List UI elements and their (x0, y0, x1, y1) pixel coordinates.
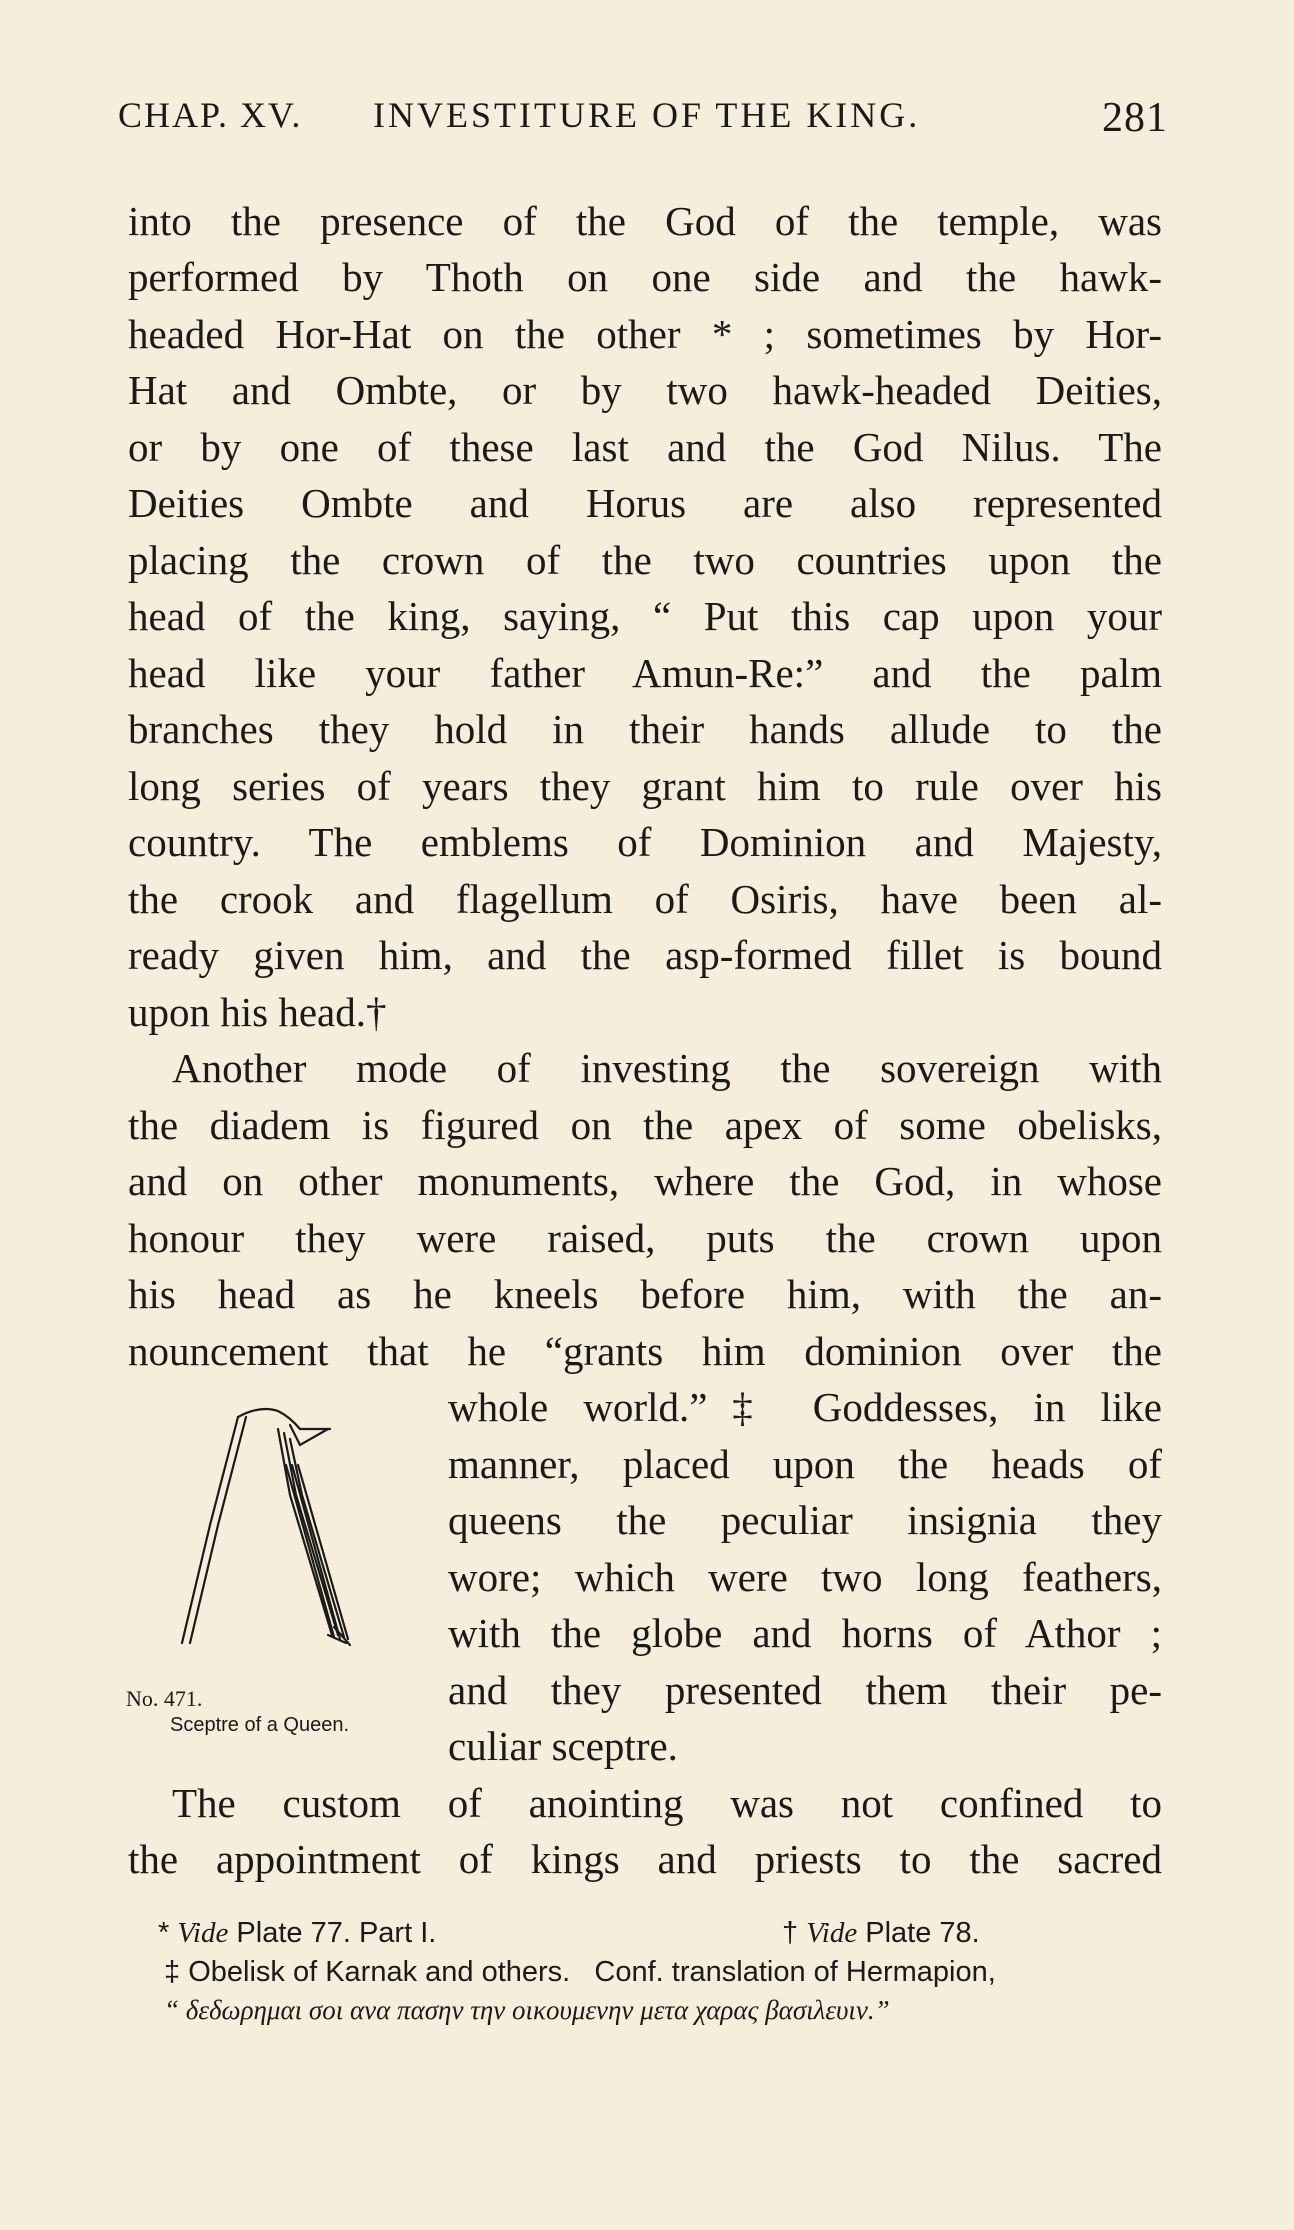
body-line: Another mode of investing the sovereign with (172, 1045, 1162, 1091)
body-line: wore; which were two long feathers, (448, 1554, 1162, 1600)
footnote-dagger (782, 1914, 980, 1952)
body-line: the appointment of kings and priests to the sacred (128, 1836, 1162, 1882)
body-line: upon his head.† (128, 989, 387, 1035)
footnote-double-dagger (164, 1953, 996, 1991)
body-line: the diadem is figured on the apex of some obelisks, (128, 1102, 1162, 1148)
body-line: headed Hor-Hat on the other * ; sometimes by Hor- (128, 311, 1162, 357)
footnote-vide: Vide (177, 1917, 229, 1949)
body-line: or by one of these last and the God Nilus. The (128, 424, 1162, 470)
body-line: country. The emblems of Dominion and Majesty, (128, 819, 1162, 865)
footnote-mark: * (158, 1917, 170, 1949)
body-line: ready given him, and the asp-formed fillet is bound (128, 932, 1162, 978)
footnote-star (158, 1914, 436, 1952)
footnote-greek-quotation: “ δεδωρημαι σοι ανα πασην την οικουμενην μετα χαρας βασιλευιν.” (164, 1995, 890, 2025)
body-line: and on other monuments, where the God, in whose (128, 1158, 1162, 1204)
body-line: long series of years they grant him to rule over his (128, 763, 1162, 809)
footnote-vide: Vide (806, 1917, 858, 1949)
figure-caption: Sceptre of a Queen. (170, 1714, 350, 1736)
body-line: placing the crown of the two countries upon the (128, 537, 1162, 583)
body-line: nouncement that he “grants him dominion over the (128, 1328, 1162, 1374)
figure-number: No. 471. (126, 1686, 203, 1711)
body-line: head like your father Amun-Re:” and the palm (128, 650, 1162, 696)
body-line: whole world.”‡ Goddesses, in like (448, 1384, 1162, 1430)
queen-sceptre-feathers-icon (150, 1405, 450, 1705)
body-line: The custom of anointing was not confined to (172, 1780, 1162, 1826)
body-line: and they presented them their pe- (448, 1667, 1162, 1713)
footnote-text: Plate 78. (865, 1917, 980, 1949)
footnote-mark: † (782, 1917, 799, 1949)
body-line: into the presence of the God of the temple, was (128, 198, 1162, 244)
chapter-label: CHAP. XV. (118, 95, 303, 135)
body-line: performed by Thoth on one side and the hawk- (128, 254, 1162, 300)
body-line: Hat and Ombte, or by two hawk-headed Deities, (128, 367, 1162, 413)
body-line: head of the king, saying, “ Put this cap upon your (128, 593, 1162, 639)
body-line: his head as he kneels before him, with the an- (128, 1271, 1162, 1317)
running-head (118, 94, 1168, 144)
body-line: queens the peculiar insignia they (448, 1497, 1162, 1543)
page-number: 281 (1102, 95, 1168, 141)
body-line: culiar sceptre. (448, 1723, 678, 1769)
body-line: manner, placed upon the heads of (448, 1441, 1162, 1487)
body-line: with the globe and horns of Athor ; (448, 1610, 1162, 1656)
body-line: the crook and flagellum of Osiris, have been al- (128, 876, 1162, 922)
running-title: INVESTITURE OF THE KING. (373, 95, 921, 135)
body-line: branches they hold in their hands allude to the (128, 706, 1162, 752)
body-line: honour they were raised, puts the crown upon (128, 1215, 1162, 1261)
footnote-mark: ‡ (164, 1956, 181, 1988)
footnote-text: Obelisk of Karnak and others. Conf. translation of Hermapion, (188, 1956, 996, 1988)
body-line: Deities Ombte and Horus are also represented (128, 480, 1162, 526)
footnote-text: Plate 77. Part I. (236, 1917, 437, 1949)
